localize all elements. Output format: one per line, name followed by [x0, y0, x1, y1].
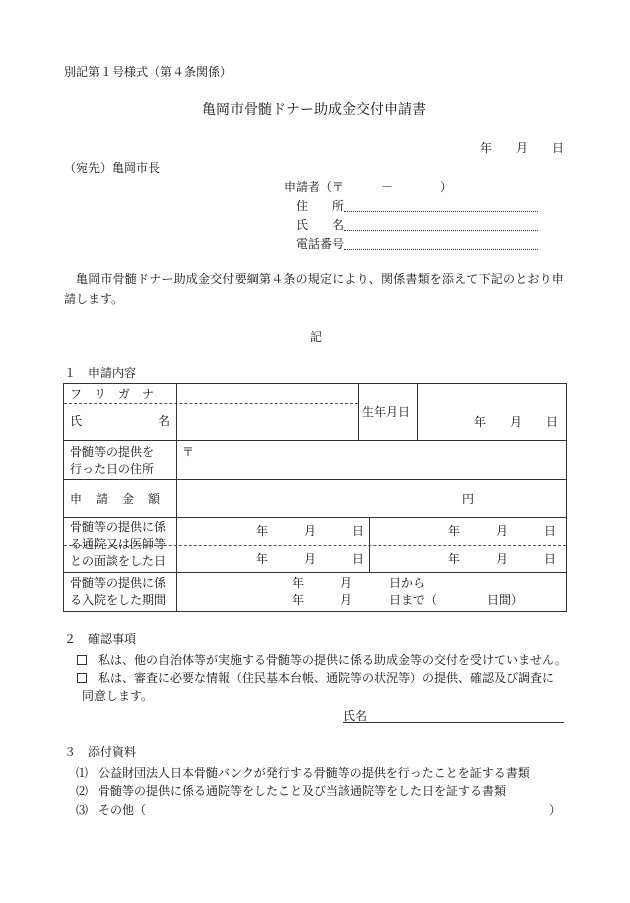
page-title: 亀岡市骨髄ドナー助成金交付申請書: [202, 102, 426, 118]
confirm-checkbox-2[interactable]: [77, 673, 87, 683]
postal-dash: －: [381, 180, 394, 194]
signature-line[interactable]: [343, 722, 564, 723]
address-label-line-1: 骨髄等の提供を: [70, 445, 155, 459]
name-label: 氏 名: [296, 218, 345, 232]
donation-address-input[interactable]: [177, 441, 565, 478]
name-label-left: 氏: [70, 414, 83, 428]
birthdate-value[interactable]: 年 月 日: [474, 415, 559, 429]
amount-input[interactable]: [177, 480, 457, 516]
stay-from-year-month[interactable]: 年 月: [292, 576, 353, 590]
phone-field[interactable]: [344, 249, 538, 250]
ki-label: 記: [310, 330, 323, 344]
postal-close: ）: [440, 180, 453, 194]
section2-heading: ２ 確認事項: [64, 632, 137, 646]
visit-label-line-2: る通院又は医師等: [70, 537, 167, 551]
birthdate-label: 生年月日: [362, 405, 411, 419]
name-field[interactable]: [344, 230, 538, 231]
confirm-item-1: 私は、他の自治体等が実施する骨髄等の提供に係る助成金等の交付を受けていません。: [98, 653, 567, 667]
visit-date-4[interactable]: 年 月 日: [448, 552, 557, 566]
attachment-2-text: 骨髄等の提供に係る通院等をしたこと及び当該通院等をした日を証する書類: [98, 784, 507, 798]
address-label: 住 所: [296, 199, 345, 213]
section3-heading: ３ 添付資料: [64, 745, 137, 759]
date-day-label: 日: [552, 141, 565, 155]
intro-line-1: 亀岡市骨髄ドナー助成金交付要綱第４条の規定により、関係書類を添えて下記のとおり申: [76, 272, 565, 286]
attachment-3-close: ）: [549, 803, 562, 817]
visit-label-line-1: 骨髄等の提供に係: [70, 520, 167, 534]
stay-from-suffix: 日から: [389, 576, 426, 590]
section1-heading: １ 申請内容: [64, 366, 137, 380]
confirm-item-2-line-2: 同意します。: [82, 689, 154, 703]
form-number: 別記第１号様式（第４条関係）: [64, 65, 233, 79]
amount-unit: 円: [462, 492, 475, 506]
attachment-3-text: その他（: [98, 803, 147, 817]
application-table: [63, 383, 567, 612]
furigana-input[interactable]: [177, 385, 357, 403]
visit-date-1[interactable]: 年 月 日: [256, 524, 365, 538]
address-field[interactable]: [344, 211, 538, 212]
stay-label-line-2: る入院をした期間: [70, 593, 167, 607]
phone-label: 電話番号: [296, 237, 345, 251]
stay-days[interactable]: 日間）: [487, 593, 524, 607]
attachment-1-text: 公益財団法人日本骨髄バンクが発行する骨髄等の提供を行ったことを証する書類: [98, 766, 530, 780]
confirm-checkbox-1[interactable]: [77, 655, 87, 665]
postal-mark: 〒: [182, 445, 195, 459]
stay-to-suffix: 日まで（: [389, 593, 438, 607]
signature-label: 氏名: [343, 709, 368, 723]
confirm-item-2-line-1: 私は、審査に必要な情報（住民基本台帳、通院等の状況等）の提供、確認及び調査に: [98, 671, 555, 685]
visit-date-2[interactable]: 年 月 日: [448, 524, 557, 538]
name-label-right: 名: [158, 414, 171, 428]
addressee: （宛先）亀岡市長: [64, 161, 161, 175]
applicant-label: 申請者（〒: [284, 180, 345, 194]
stay-label-line-1: 骨髄等の提供に係: [70, 576, 167, 590]
date-month-label: 月: [516, 141, 529, 155]
name-input[interactable]: [177, 404, 357, 439]
attachment-3-num: ⑶: [76, 803, 89, 817]
visit-date-3[interactable]: 年 月 日: [256, 552, 365, 566]
furigana-label: フ リ ガ ナ: [70, 387, 155, 401]
intro-line-2: 請します。: [64, 292, 124, 306]
visit-label-line-3: との面談をした日: [70, 554, 167, 568]
attachment-1-num: ⑴: [76, 766, 89, 780]
attachment-2-num: ⑵: [76, 784, 89, 798]
amount-label: 申 請 金 額: [70, 492, 162, 506]
stay-to-year-month[interactable]: 年 月: [292, 593, 353, 607]
date-year-label: 年: [480, 141, 493, 155]
address-label-line-2: 行った日の住所: [70, 462, 155, 476]
